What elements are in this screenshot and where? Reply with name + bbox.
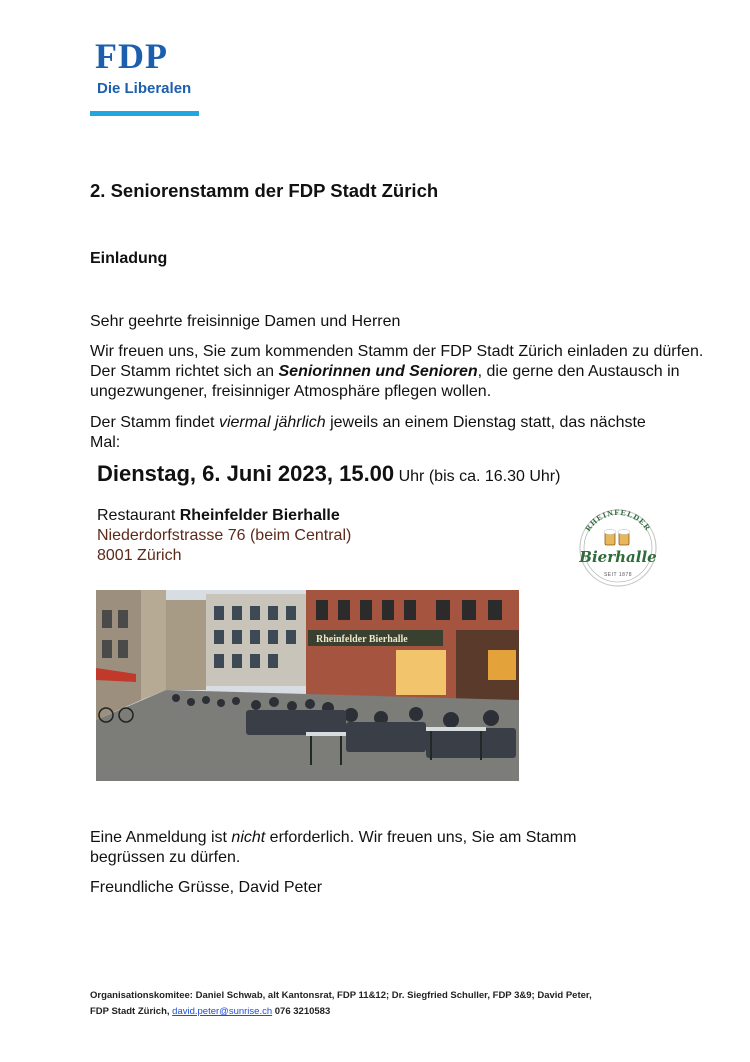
registration-paragraph — [90, 828, 650, 868]
schedule-emphasis: viermal jährlich — [218, 414, 326, 431]
fdp-logo-underline — [90, 111, 199, 116]
venue-prefix: Restaurant — [97, 507, 180, 524]
document-subtitle: Einladung — [90, 250, 168, 267]
footer — [90, 988, 690, 1020]
schedule-text-2: jeweils an einem Dienstag statt, das nächste Mal: — [90, 414, 646, 451]
restaurant-street-photo — [96, 590, 519, 781]
footer-prefix: FDP Stadt Zürich, — [90, 1006, 173, 1017]
closing: Freundliche Grüsse, David Peter — [90, 879, 323, 896]
schedule-text-1: Der Stamm findet — [90, 414, 219, 431]
venue-logo-arc-text: RHEINFELDER — [583, 508, 653, 533]
event-date: Dienstag, 6. Juni 2023, 15.00 — [97, 461, 395, 486]
registration-emphasis: nicht — [231, 829, 266, 846]
venue-city: 8001 Zürich — [97, 547, 182, 564]
event-time-note: (bis ca. 16.30 Uhr) — [424, 468, 561, 485]
intro-text-1: Wir freuen uns, Sie zum kommenden Stamm der FDP Stadt Zürich einladen zu dürfen. Der Stamm richtet sich an — [90, 343, 704, 380]
document-title: 2. Seniorenstamm der FDP Stadt Zürich — [90, 180, 439, 201]
registration-text-2: erforderlich. Wir freuen uns, Sie am Stamm begrüssen zu dürfen. — [90, 829, 577, 866]
greeting: Sehr geehrte freisinnige Damen und Herren — [90, 313, 401, 330]
registration-text-1: Eine Anmeldung ist — [90, 829, 232, 846]
footer-email-link[interactable]: david.peter@sunrise.ch — [172, 1006, 273, 1017]
footer-line-1: Organisationskomitee: Daniel Schwab, alt Kantonsrat, FDP 11&12; Dr. Siegfried Schuller, FDP 3&9; David Peter, — [90, 990, 592, 1001]
fdp-logo-wordmark: FDP — [95, 36, 168, 76]
photo-sign-text: Rheinfelder Bierhalle — [316, 634, 408, 645]
intro-paragraph — [90, 342, 720, 402]
venue-block — [97, 506, 351, 566]
footer-line-2 — [90, 1004, 690, 1020]
intro-emphasis: Seniorinnen und Senioren — [278, 363, 478, 380]
schedule-paragraph — [90, 413, 650, 453]
venue-name: Rheinfelder Bierhalle — [179, 507, 340, 524]
event-time-suffix: Uhr — [394, 468, 425, 485]
venue-logo-script: Bierhalle — [579, 548, 657, 566]
venue-name-line — [97, 506, 351, 526]
venue-logo-since: SEIT 1878 — [603, 572, 633, 578]
fdp-logo-tagline: Die Liberalen — [97, 80, 192, 97]
venue-street: Niederdorfstrasse 76 (beim Central) — [97, 527, 352, 544]
rheinfelder-bierhalle-logo — [575, 508, 661, 588]
footer-phone: 076 3210583 — [272, 1006, 331, 1017]
intro-text-2: , die gerne den Austausch in ungezwungener, freisinniger Atmosphäre pflegen wollen. — [90, 363, 680, 400]
event-date-line — [97, 461, 560, 487]
